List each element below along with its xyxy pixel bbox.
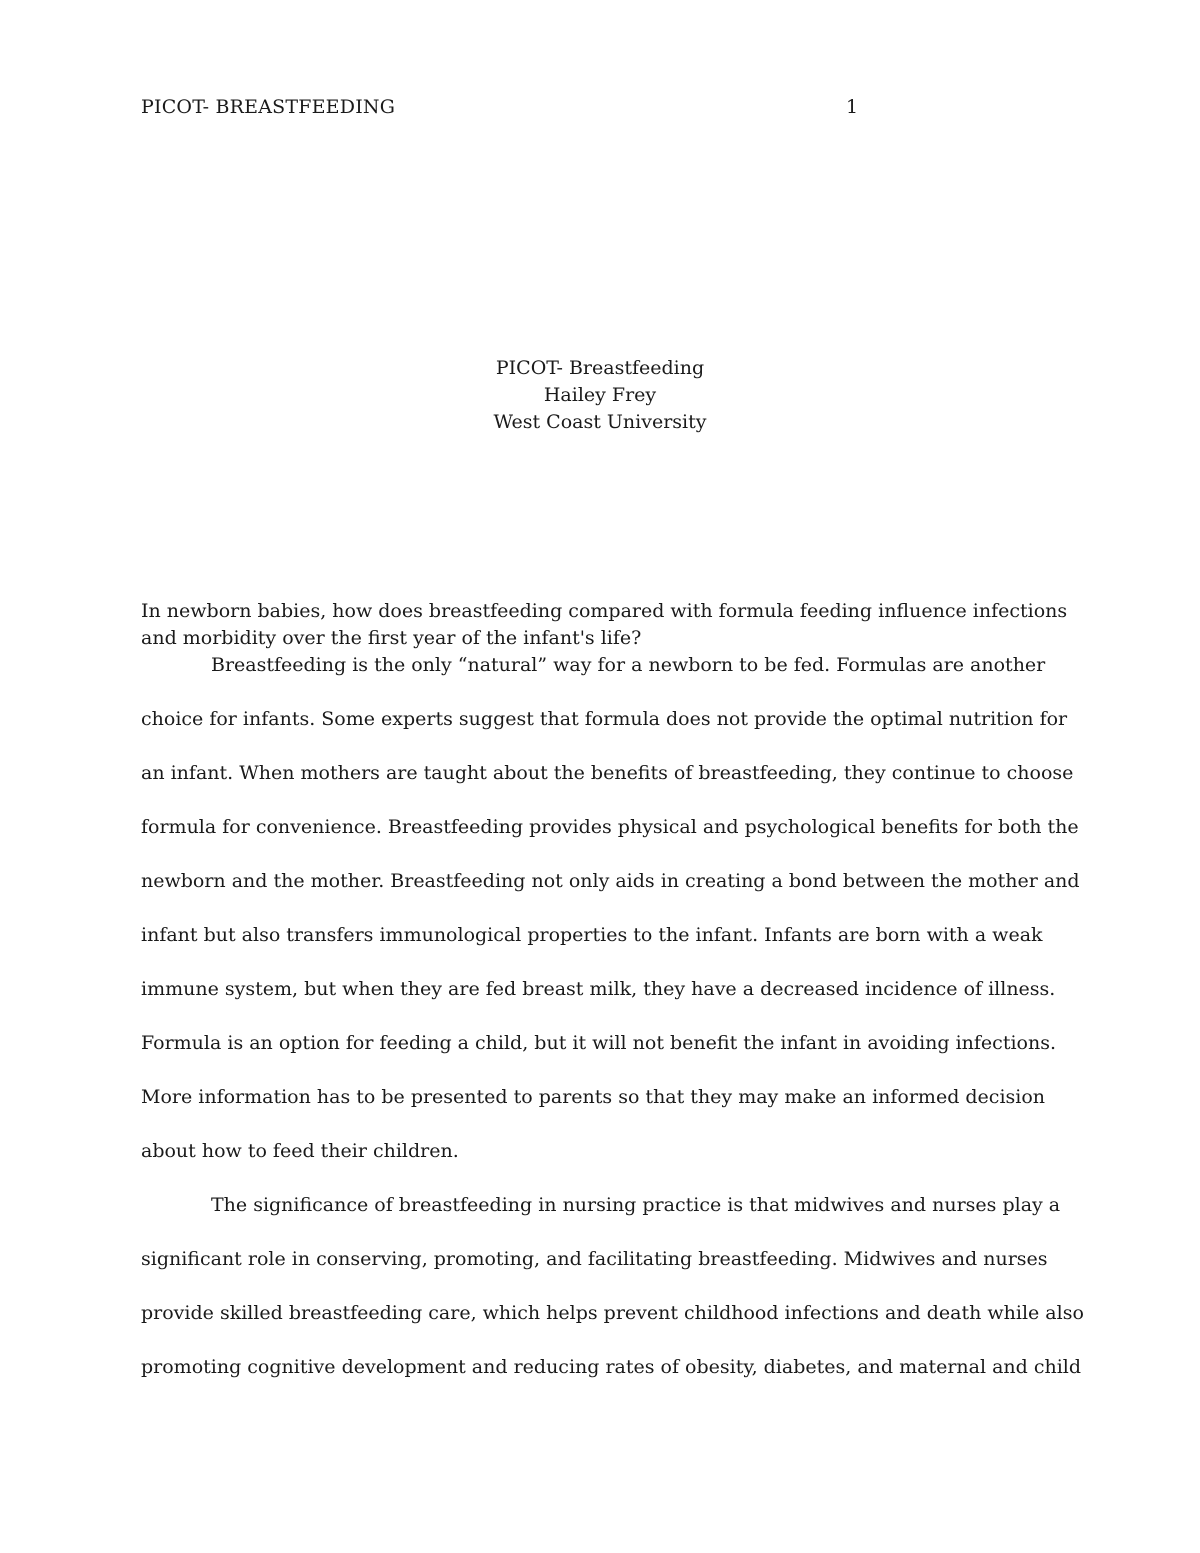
paragraph-2 <box>141 1192 1084 1408</box>
paragraph-line: an infant. When mothers are taught about the benefits of breastfeeding, they continue to choose <box>141 762 1074 784</box>
title-block <box>0 355 1200 436</box>
paragraph-line: More information has to be presented to parents so that they may make an informed decision <box>141 1086 1046 1108</box>
institution-name: West Coast University <box>493 411 707 433</box>
body-text <box>141 598 1084 1408</box>
question-line: and morbidity over the first year of the infant's life? <box>141 627 642 649</box>
paragraph-line: Breastfeeding is the only “natural” way for a newborn to be fed. Formulas are another <box>211 654 1046 676</box>
paragraph-line: infant but also transfers immunological properties to the infant. Infants are born with a weak <box>141 924 1043 946</box>
paragraph-line: immune system, but when they are fed breast milk, they have a decreased incidence of illness. <box>141 978 1056 1000</box>
question-line: In newborn babies, how does breastfeeding compared with formula feeding influence infections <box>141 600 1068 622</box>
paragraph-line: choice for infants. Some experts suggest that formula does not provide the optimal nutrition for <box>141 708 1068 730</box>
paper-title: PICOT- Breastfeeding <box>495 357 705 379</box>
paragraph-line: formula for convenience. Breastfeeding provides physical and psychological benefits for both the <box>141 816 1079 838</box>
paragraph-line: about how to feed their children. <box>141 1140 459 1162</box>
paragraph-line: newborn and the mother. Breastfeeding not only aids in creating a bond between the mother and <box>141 870 1080 892</box>
paragraph-line: significant role in conserving, promoting, and facilitating breastfeeding. Midwives and nurses <box>141 1248 1048 1270</box>
running-head: PICOT- BREASTFEEDING <box>141 96 396 118</box>
paragraph-1 <box>141 652 1080 1192</box>
page-number: 1 <box>846 96 859 118</box>
paragraph-line: promoting cognitive development and reducing rates of obesity, diabetes, and maternal and child <box>141 1356 1082 1378</box>
paragraph-line: provide skilled breastfeeding care, which helps prevent childhood infections and death while also <box>141 1302 1084 1324</box>
paragraph-line: Formula is an option for feeding a child, but it will not benefit the infant in avoiding infections. <box>141 1032 1056 1054</box>
paragraph-line: The significance of breastfeeding in nursing practice is that midwives and nurses play a <box>211 1194 1061 1216</box>
picot-question <box>141 598 1076 652</box>
author-name: Hailey Frey <box>543 384 657 406</box>
